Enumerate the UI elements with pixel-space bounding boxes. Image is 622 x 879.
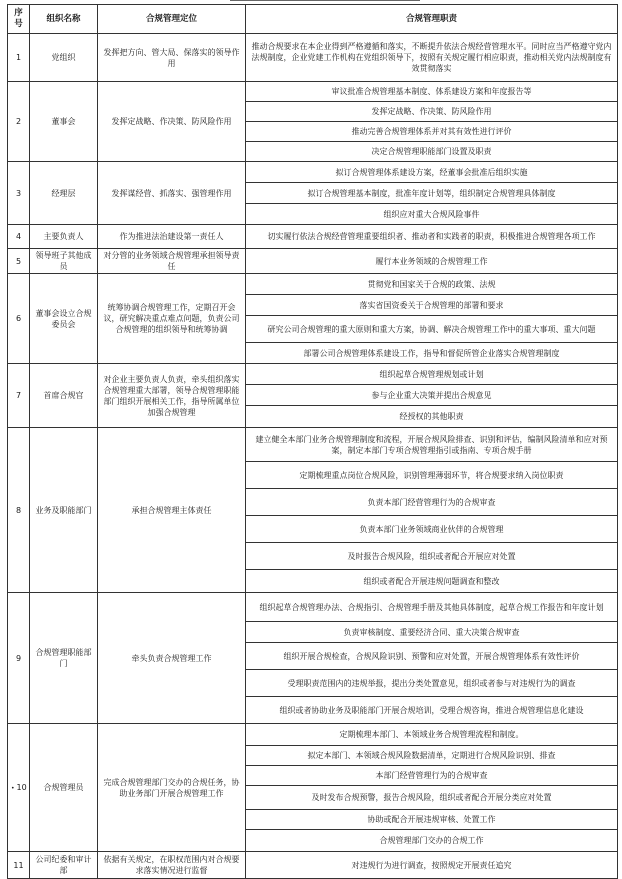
compliance-position: 牵头负责合规管理工作 [98,593,246,724]
duty-item: 组织或者配合开展违规问题调查和整改 [246,570,618,593]
duty-item: 组织应对重大合规风险事件 [246,204,618,225]
table-row [8,225,618,249]
table-row [8,249,618,274]
row-number-text: 10 [16,782,27,792]
table-header-row [8,5,618,34]
duty-item: 经授权的其他职责 [246,406,618,428]
org-name: 首席合规官 [30,364,98,428]
row-number [8,249,30,274]
compliance-position: 统筹协调合规管理工作，定期召开会议，研究解决重点难点问题，负责公司合规管理的组织领导和统筹协调 [98,274,246,364]
table-row [8,274,618,295]
row-number [8,274,30,364]
duty-item: 拟定本部门、本领域合规风险数据清单，定期进行合规风险识别、排查 [246,746,618,766]
org-name: 领导班子其他成员 [30,249,98,274]
compliance-responsibility-table [7,4,618,879]
duty-item: 定期梳理重点岗位合规风险，识别管理薄弱环节，将合规要求纳入岗位职责 [246,462,618,489]
header-seq: 序号 [8,5,30,34]
compliance-position: 依据有关规定，在职权范围内对合规要求落实情况进行监督 [98,852,246,879]
compliance-position: 对企业主要负责人负责，牵头组织落实合规管理重大部署，领导合规管理职能部门组织开展相关工作，指导所属单位加强合规管理 [98,364,246,428]
duty-item: 组织起草合规管理规划或计划 [246,364,618,385]
duty-item: 决定合规管理职能部门设置及职责 [246,142,618,162]
duty-item: 定期梳理本部门、本领域业务合规管理流程和制度。 [246,724,618,746]
duty-item: 审议批准合规管理基本制度、体系建设方案和年度报告等 [246,82,618,102]
row-number-text: 3 [15,188,22,198]
org-name: 党组织 [30,34,98,82]
duty-item: 组织或者协助业务及职能部门开展合规培训，受理合规咨询，推进合规管理信息化建设 [246,697,618,724]
row-number-text: 2 [15,117,22,126]
duty-item: 推动合规要求在本企业得到严格遵循和落实，不断提升依法合规经营管理水平。同时应当严格遵守党内法规制度，企业党建工作机构在党组织领导下，按照有关规定履行相应职责，推动相关党内法规制度有效贯彻落实 [246,34,618,82]
compliance-position: 作为推进法治建设第一责任人 [98,225,246,249]
duty-item: 落实省国资委关于合规管理的部署和要求 [246,295,618,316]
header-duties: 合规管理职责 [246,5,618,34]
row-number-text: 4 [15,232,22,241]
duty-item: 拟订合规管理基本制度，批准年度计划等，组织制定合规管理具体制度 [246,183,618,204]
org-name: 合规管理职能部门 [30,593,98,724]
compliance-position: 发挥定战略、作决策、防风险作用 [98,82,246,162]
duty-item: 研究公司合规管理的重大原则和重大方案，协调、解决合规管理工作中的重大事项、重大问题 [246,316,618,343]
row-number-text: 7 [15,391,22,400]
duty-item: 负责本部门业务领域商业伙伴的合规管理 [246,516,618,543]
table-row [8,82,618,102]
duty-item: 参与企业重大决策并提出合规意见 [246,385,618,406]
table-row [8,162,618,183]
row-number [8,852,30,879]
compliance-position: 对分管的业务领域合规管理承担领导责任 [98,249,246,274]
duty-item: 贯彻党和国家关于合规的政策、法规 [246,274,618,295]
table-row [8,852,618,879]
compliance-position: 发挥把方向、管大局、保落实的领导作用 [98,34,246,82]
compliance-position: 发挥谋经营、抓落实、强管理作用 [98,162,246,225]
row-number-text: 8 [15,505,22,515]
duty-item: 及时发布合规预警，报告合规风险，组织或者配合开展分类应对处置 [246,786,618,810]
org-name: 董事会 [30,82,98,162]
row-number [8,82,30,162]
row-number [8,593,30,724]
row-number-text: 1 [15,53,22,62]
duty-item: 负责本部门经营管理行为的合规审查 [246,489,618,516]
org-name: 合规管理员 [30,724,98,852]
table-row [8,428,618,462]
row-number [8,162,30,225]
duty-item: 受理职责范围内的违规举报，提出分类处置意见，组织或者参与对违规行为的调查 [246,670,618,697]
duty-item: 拟订合规管理体系建设方案，经董事会批准后组织实施 [246,162,618,183]
row-number [8,364,30,428]
bullet-icon: • [11,784,15,792]
org-name: 董事会设立合规委员会 [30,274,98,364]
header-position: 合规管理定位 [98,5,246,34]
duty-item: 合规管理部门交办的合规工作 [246,830,618,852]
header-org: 组织名称 [30,5,98,34]
org-name: 公司纪委和审计部 [30,852,98,879]
table-row [8,593,618,622]
duty-item: 推动完善合规管理体系并对其有效性进行评价 [246,122,618,142]
row-number [8,225,30,249]
duty-item: 对违规行为进行调查，按照规定开展责任追究 [246,852,618,879]
duty-item: 协助或配合开展违规审核、处置工作 [246,810,618,830]
table-body [8,34,618,879]
org-name: 业务及职能部门 [30,428,98,593]
table-row [8,34,618,82]
row-number [8,428,30,593]
duty-item: 本部门经营管理行为的合规审查 [246,766,618,786]
duty-item: 建立健全本部门业务合规管理制度和流程，开展合规风险排查、识别和评估，编制风险清单和应对预案，制定本部门专项合规管理指引或指南、专项合规手册 [246,428,618,462]
org-name: 主要负责人 [30,225,98,249]
table-row [8,724,618,746]
row-number-text: 6 [15,314,22,323]
duty-item: 发挥定战略、作决策、防风险作用 [246,102,618,122]
duty-item: 切实履行依法合规经营管理重要组织者、推动者和实践者的职责，积极推进合规管理各项工作 [246,225,618,249]
table-row [8,364,618,385]
duty-item: 及时报告合规风险，组织或者配合开展应对处置 [246,543,618,570]
duty-item: 组织起草合规管理办法、合规指引、合规管理手册及其他具体制度，起草合规工作报告和年度计划 [246,593,618,622]
duty-item: 组织开展合规检查，合规风险识别、预警和应对处置，开展合规管理体系有效性评价 [246,643,618,670]
compliance-position: 完成合规管理部门交办的合规任务，协助业务部门开展合规管理工作 [98,724,246,852]
row-number-text: 9 [15,653,22,663]
row-number [8,724,30,852]
compliance-position: 承担合规管理主体责任 [98,428,246,593]
duty-item: 负责审核制度、重要经济合同、重大决策合规审查 [246,622,618,643]
org-name: 经理层 [30,162,98,225]
duty-item: 部署公司合规管理体系建设工作，指导和督促所管企业落实合规管理制度 [246,343,618,364]
row-number [8,34,30,82]
row-number-text: 11 [13,860,24,870]
duty-item: 履行本业务领域的合规管理工作 [246,249,618,274]
row-number-text: 5 [15,256,22,266]
